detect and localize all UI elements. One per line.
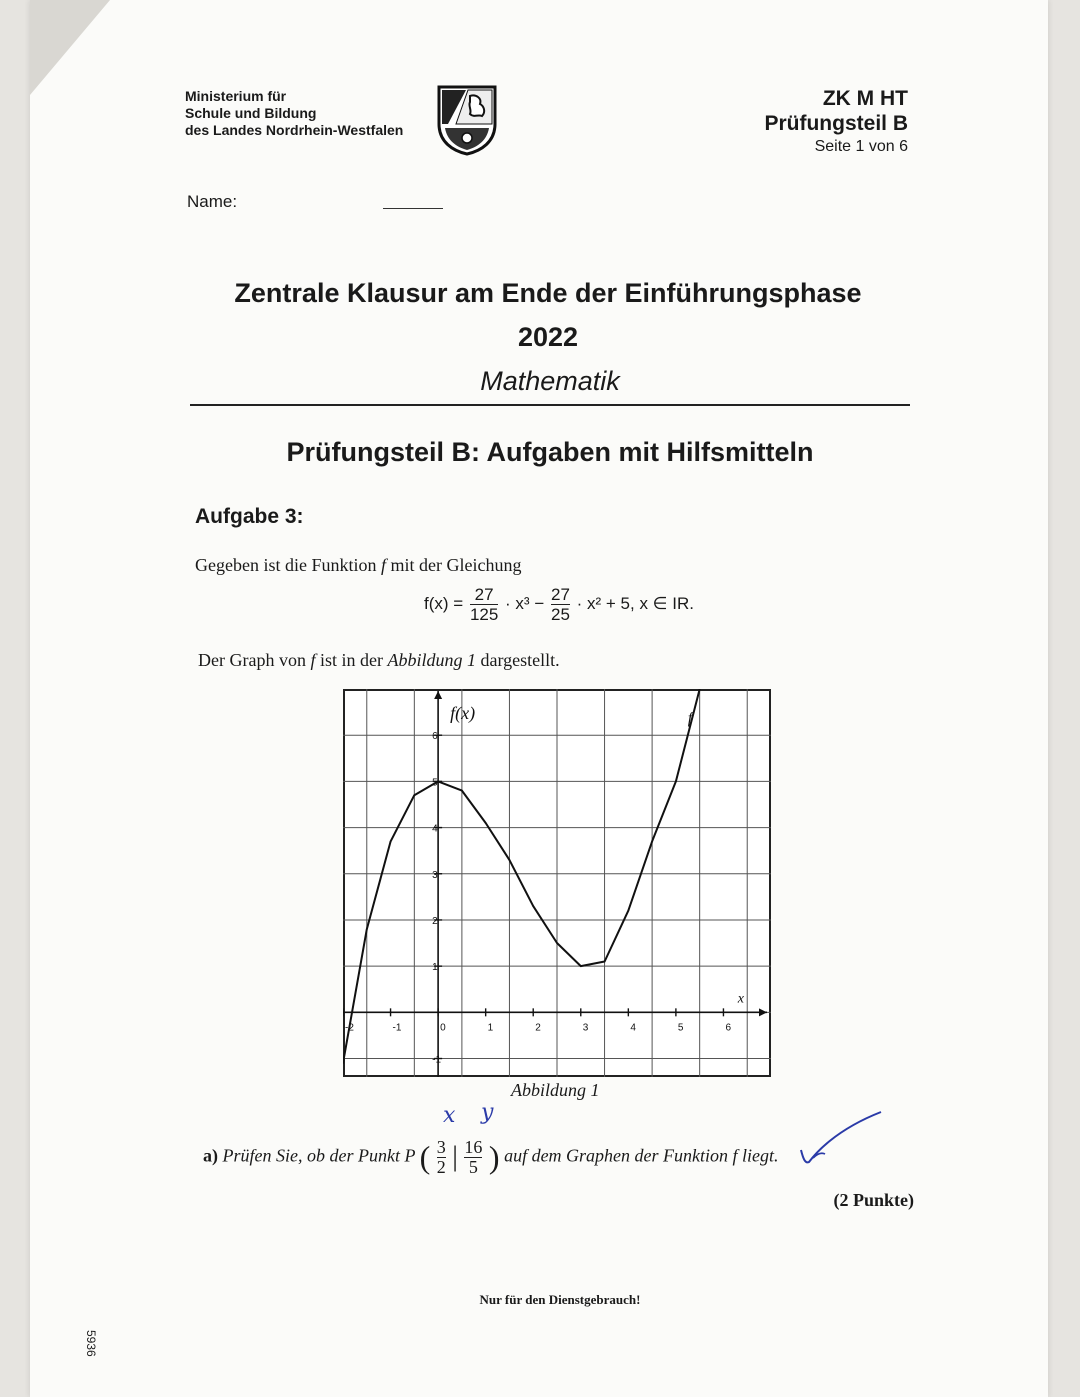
graph-mid: ist in der [319, 650, 383, 670]
given-prefix: Gegeben ist die Funktion [195, 555, 377, 575]
eq-frac2-num: 27 [550, 585, 570, 604]
eq-term-2: · x² + 5, x ∈ IR. [576, 593, 694, 613]
figure-caption: Abbildung 1 [511, 1080, 600, 1100]
ministry-header [185, 88, 403, 139]
exam-title: Zentrale Klausur am Ende der Einführungsphase [234, 278, 862, 308]
curve-point [509, 859, 511, 861]
nrw-crest-icon [436, 84, 498, 156]
handwritten-x-mark: x [443, 1103, 456, 1128]
subtask-a-text-before: Prüfen Sie, ob der Punkt P [222, 1145, 416, 1166]
curve-point [628, 910, 630, 912]
x-tick-label: -2 [345, 1022, 354, 1034]
name-label: Name: [187, 192, 238, 211]
x-tick-label: 1 [487, 1022, 494, 1034]
footer-note: Nur für den Dienstgebrauch! [479, 1292, 641, 1307]
x-tick-label: 4 [630, 1022, 636, 1034]
x-tick-label: 0 [440, 1022, 446, 1034]
given-suffix: mit der Gleichung [390, 555, 522, 575]
handwritten-y-mark: y [481, 1100, 494, 1125]
paren-right-icon: ) [488, 1139, 500, 1175]
y-tick-label: 4 [432, 823, 438, 835]
y-tick-label: 3 [432, 869, 438, 881]
x-tick-label: 5 [677, 1022, 684, 1034]
point-coordinates [420, 1138, 500, 1177]
handwritten-check-icon [795, 1108, 887, 1168]
page-number: Seite 1 von 6 [814, 138, 908, 155]
point-y-fraction [464, 1138, 482, 1177]
exam-subject: Mathematik [480, 366, 620, 396]
exam-id-block [764, 86, 908, 158]
x-tick-label: 2 [535, 1022, 541, 1034]
subtask-a-label: a) [203, 1145, 218, 1166]
given-var: f [380, 555, 386, 575]
points-label: (2 Punkte) [833, 1190, 914, 1210]
eq-frac2-den: 25 [550, 605, 570, 624]
y-tick-label: 1 [432, 962, 438, 974]
y-tick-label: -1 [432, 1054, 442, 1066]
page-corner-fold [30, 0, 110, 95]
y-axis-label: f(x) [450, 703, 476, 723]
curve-point [604, 961, 606, 963]
y-tick-label: 6 [432, 731, 438, 743]
x-axis-label: x [737, 991, 744, 1007]
curve-point [437, 781, 439, 783]
exam-code: ZK M HT [822, 87, 908, 110]
subtask-a-text-after: auf dem Graphen der Funktion f liegt. [504, 1145, 779, 1166]
curve-point [414, 794, 416, 796]
graph-fig: Abbildung 1 [387, 650, 476, 670]
eq-fraction-1 [470, 585, 498, 624]
graph-var: f [310, 650, 316, 670]
eq-frac1-den: 125 [469, 605, 499, 624]
graph-reference [198, 650, 560, 671]
function-equation [424, 585, 694, 624]
curve-point [580, 965, 582, 967]
point-x-num: 3 [436, 1137, 446, 1157]
x-tick-label: -1 [392, 1022, 402, 1034]
part-title: Prüfungsteil B: Aufgaben mit Hilfsmitteln [286, 437, 814, 467]
task-intro [195, 555, 521, 576]
function-graph [343, 689, 771, 1077]
curve-label: f [687, 710, 693, 727]
eq-term-1: · x³ − [505, 593, 545, 613]
subtask-a [203, 1138, 779, 1177]
paren-left-icon: ( [419, 1139, 431, 1175]
name-input-line[interactable] [383, 208, 443, 209]
x-tick-label: 3 [582, 1022, 589, 1034]
separator-bar-icon: | [452, 1141, 458, 1173]
curve-point [532, 905, 534, 907]
point-y-num: 16 [464, 1137, 483, 1157]
curve-point [461, 790, 463, 792]
ministry-line-2: Schule und Bildung [185, 105, 317, 121]
curve-point [675, 781, 677, 783]
graph-suffix: dargestellt. [480, 650, 560, 670]
ministry-line-1: Ministerium für [185, 88, 287, 104]
curve-point [390, 841, 392, 843]
graph-prefix: Der Graph von [198, 650, 306, 670]
side-number: 5936 [84, 1330, 98, 1357]
point-x-fraction [437, 1138, 446, 1177]
curve-point [556, 942, 558, 944]
curve-point [651, 841, 653, 843]
y-tick-label: 2 [432, 915, 438, 927]
eq-fraction-2 [551, 585, 570, 624]
point-x-den: 2 [436, 1157, 446, 1177]
exam-part: Prüfungsteil B [764, 112, 908, 135]
eq-lhs: f(x) = [424, 593, 464, 613]
eq-frac1-num: 27 [470, 585, 498, 605]
y-tick-label: 5 [432, 777, 438, 789]
point-y-den: 5 [468, 1157, 478, 1177]
curve-point [366, 928, 368, 930]
curve-point [485, 822, 487, 824]
ministry-line-3: des Landes Nordrhein-Westfalen [185, 122, 404, 138]
exam-year: 2022 [517, 322, 579, 352]
x-tick-label: 6 [725, 1022, 732, 1034]
task-title: Aufgabe 3: [195, 505, 304, 528]
title-divider [190, 404, 910, 406]
